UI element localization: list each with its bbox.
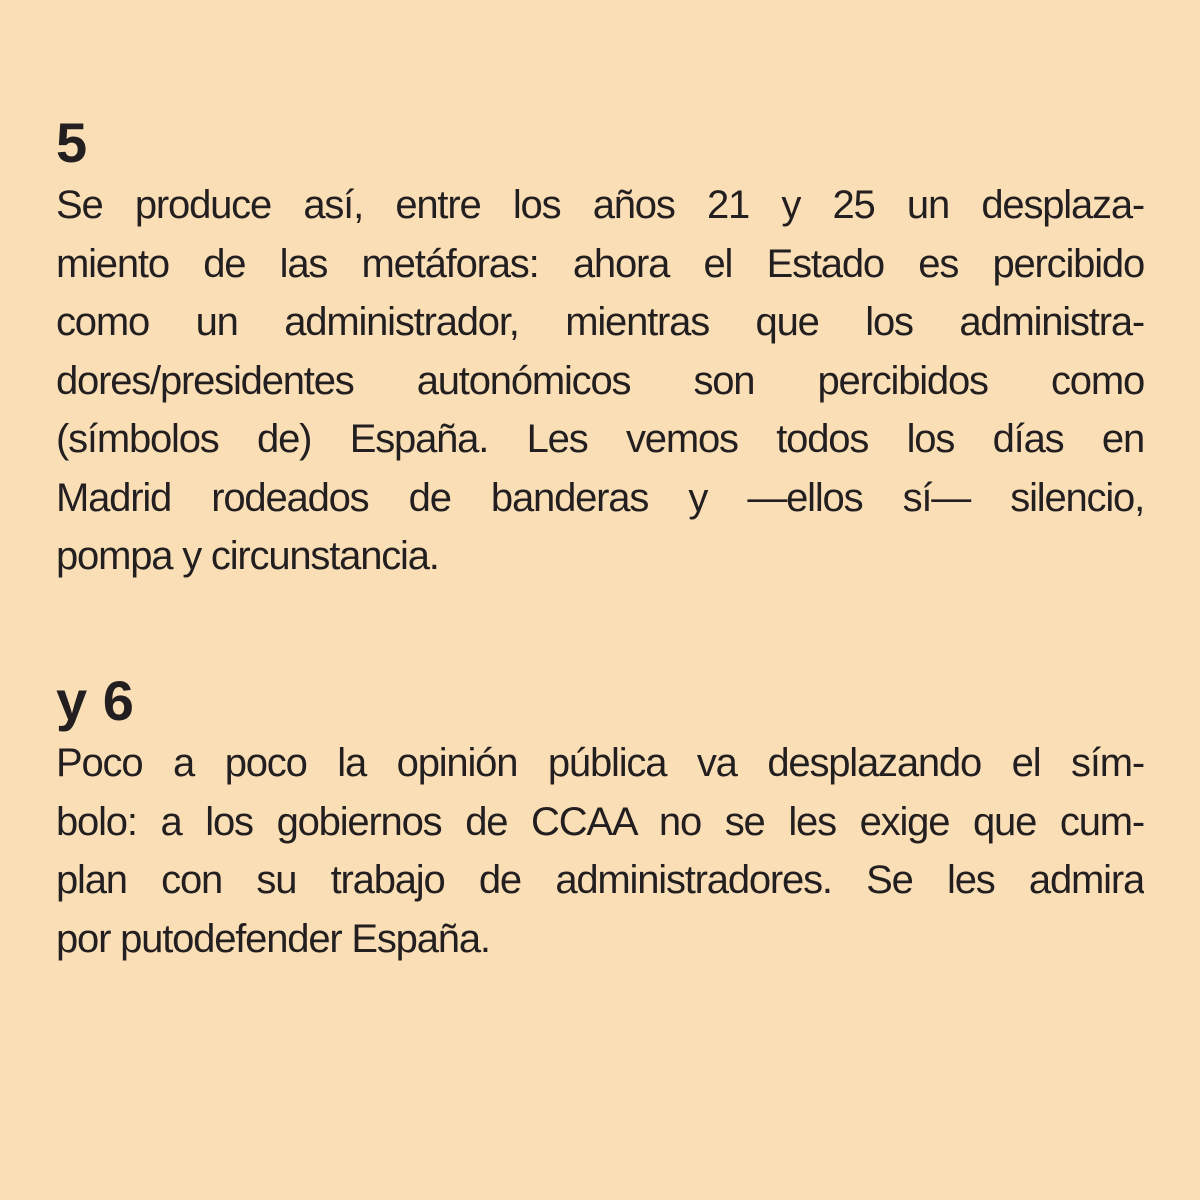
paragraph-line: pompa y circunstancia. (56, 534, 439, 578)
paragraph-line: (símbolos de) España. Les vemos todos los días en (56, 417, 1144, 461)
paragraph-line: Poco a poco la opinión pública va desplazando el sím- (56, 741, 1144, 785)
paragraph-line: Madrid rodeados de banderas y —ellos sí— silencio, (56, 475, 1144, 520)
paragraph-line: bolo: a los gobiernos de CCAA no se les exige que cum- (56, 799, 1144, 844)
paragraph-line: como un administrador, mientras que los administra- (56, 300, 1144, 344)
paragraph-line: plan con su trabajo de administradores. Se les admira (56, 858, 1144, 902)
paragraph-line: por putodefender España. (56, 916, 490, 961)
section-paragraph (56, 176, 1144, 586)
paragraph-line: dores/presidentes autonómicos son percibidos como (56, 358, 1144, 403)
paragraph-line: miento de las metáforas: ahora el Estado es percibido (56, 241, 1144, 286)
section-y-6 (56, 670, 1144, 968)
section-heading: y 6 (56, 669, 134, 732)
paragraph-line: Se produce así, entre los años 21 y 25 un desplaza- (56, 183, 1144, 227)
section-heading: 5 (56, 111, 88, 174)
section-5 (56, 112, 1144, 586)
section-paragraph (56, 734, 1144, 968)
